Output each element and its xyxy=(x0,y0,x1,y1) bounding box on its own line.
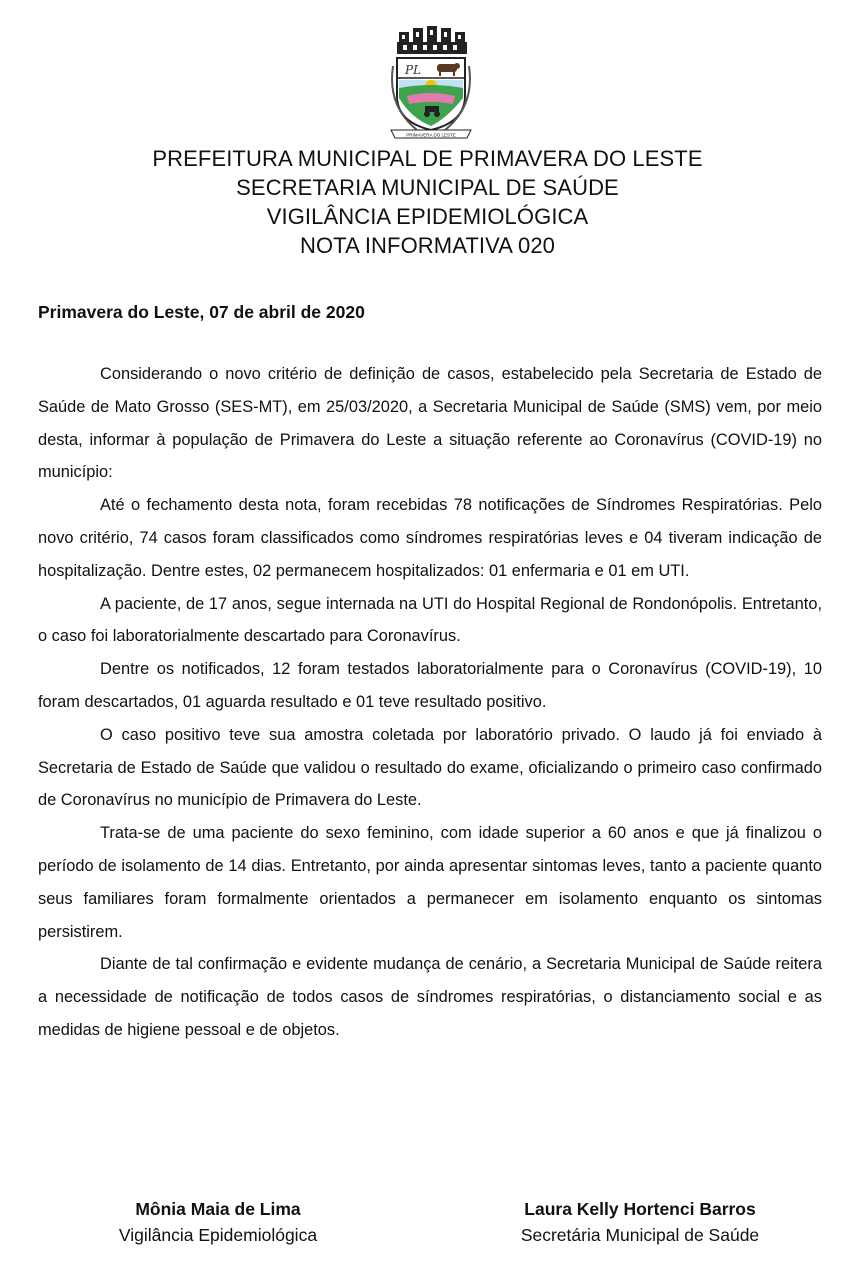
paragraph: A paciente, de 17 anos, segue internada na UTI do Hospital Regional de Rondonópolis. Entretanto, o caso foi laboratorialmente descartado para Coronavírus. xyxy=(38,594,822,646)
header-line-secretaria: SECRETARIA MUNICIPAL DE SAÚDE xyxy=(236,175,619,200)
crest-banner-text: PRIMAVERA DO LESTE xyxy=(406,132,456,138)
header-line-prefeitura: PREFEITURA MUNICIPAL DE PRIMAVERA DO LESTE xyxy=(152,146,703,171)
paragraph: Diante de tal confirmação e evidente mudança de cenário, a Secretaria Municipal de Saúde reitera a necessidade de notificação de todos casos de síndromes respiratórias, o distanciamento social e as medidas de higiene pessoal e de objetos. xyxy=(38,955,822,1039)
document-date: Primavera do Leste, 07 de abril de 2020 xyxy=(38,302,365,322)
signature-block-left xyxy=(90,1196,346,1248)
signature-role: Secretária Municipal de Saúde xyxy=(520,1225,760,1245)
header-line-nota: NOTA INFORMATIVA 020 xyxy=(299,233,556,258)
signature-name: Laura Kelly Hortenci Barros xyxy=(524,1199,756,1219)
header-line-vigilancia: VIGILÂNCIA EPIDEMIOLÓGICA xyxy=(266,204,589,229)
signature-block-right xyxy=(490,1196,790,1248)
paragraph: Até o fechamento desta nota, foram recebidas 78 notificações de Síndromes Respiratórias. Pelo novo critério, 74 casos foram classificados como síndromes respiratórias leves e 04 tiveram indicação de hospitalização. Dentre estes, 02 permanecem hospitalizados: 01 enfermaria e 01 em UTI. xyxy=(38,496,822,580)
signature-name: Mônia Maia de Lima xyxy=(135,1199,301,1219)
paragraph: Dentre os notificados, 12 foram testados laboratorialmente para o Coronavírus (COVID-19), 10 foram descartados, 01 aguarda resultado e 01 teve resultado positivo. xyxy=(38,660,822,711)
paragraph: O caso positivo teve sua amostra coletada por laboratório privado. O laudo já foi enviado à Secretaria de Estado de Saúde que validou o resultado do exame, oficializando o primeiro caso confirmado de Coronavírus no município de Primavera do Leste. xyxy=(38,725,822,810)
municipal-crest-icon xyxy=(387,26,475,140)
signature-role: Vigilância Epidemiológica xyxy=(118,1225,318,1245)
paragraph: Trata-se de uma paciente do sexo feminino, com idade superior a 60 anos e que já finalizou o período de isolamento de 14 dias. Entretanto, por ainda apresentar sintomas leves, tanto a paciente quanto seus familiares foram formalmente orientados a permanecer em isolamento enquanto os sintomas persistirem. xyxy=(38,824,822,941)
svg-text:PL: PL xyxy=(405,63,422,77)
document-header xyxy=(0,144,855,260)
paragraph: Considerando o novo critério de definição de casos, estabelecido pela Secretaria de Estado de Saúde de Mato Grosso (SES-MT), em 25/03/2020, a Secretaria Municipal de Saúde (SMS) vem, por meio desta, informar à população de Primavera do Leste a situação referente ao Coronavírus (COVID-19) no município: xyxy=(38,365,822,482)
document-body xyxy=(38,358,822,1047)
